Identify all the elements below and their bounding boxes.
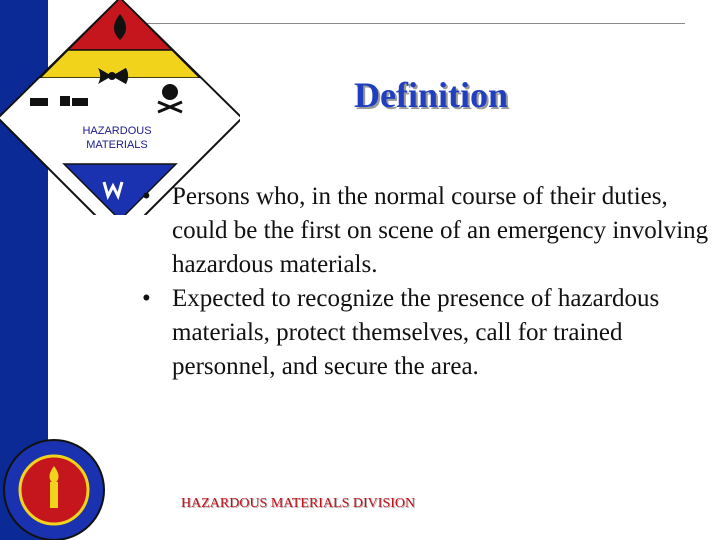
bullet-item: [140, 282, 720, 384]
division-footer: HAZARDOUS MATERIALS DIVISION: [181, 496, 416, 511]
page-title: Definition: [354, 75, 509, 115]
torch-icon: [50, 466, 59, 508]
bullet-text: Persons who, in the normal course of their duties, could be the first on scene of an emergency involving hazardous materials.: [172, 183, 709, 278]
state-fire-marshal-seal: [0, 436, 112, 540]
bullet-item: [140, 180, 720, 282]
placard-label: [62, 124, 172, 152]
placard-label-line1: HAZARDOUS: [82, 125, 152, 137]
placard-label-line2: MATERIALS: [86, 139, 148, 151]
bullet-marker: •: [142, 183, 151, 210]
bullet-marker: •: [142, 285, 151, 312]
bullet-text: Expected to recognize the presence of hazardous materials, protect themselves, call for trained personnel, and secure the area.: [172, 285, 660, 380]
bullet-list: [140, 180, 720, 384]
seal-graphic: [0, 436, 112, 540]
